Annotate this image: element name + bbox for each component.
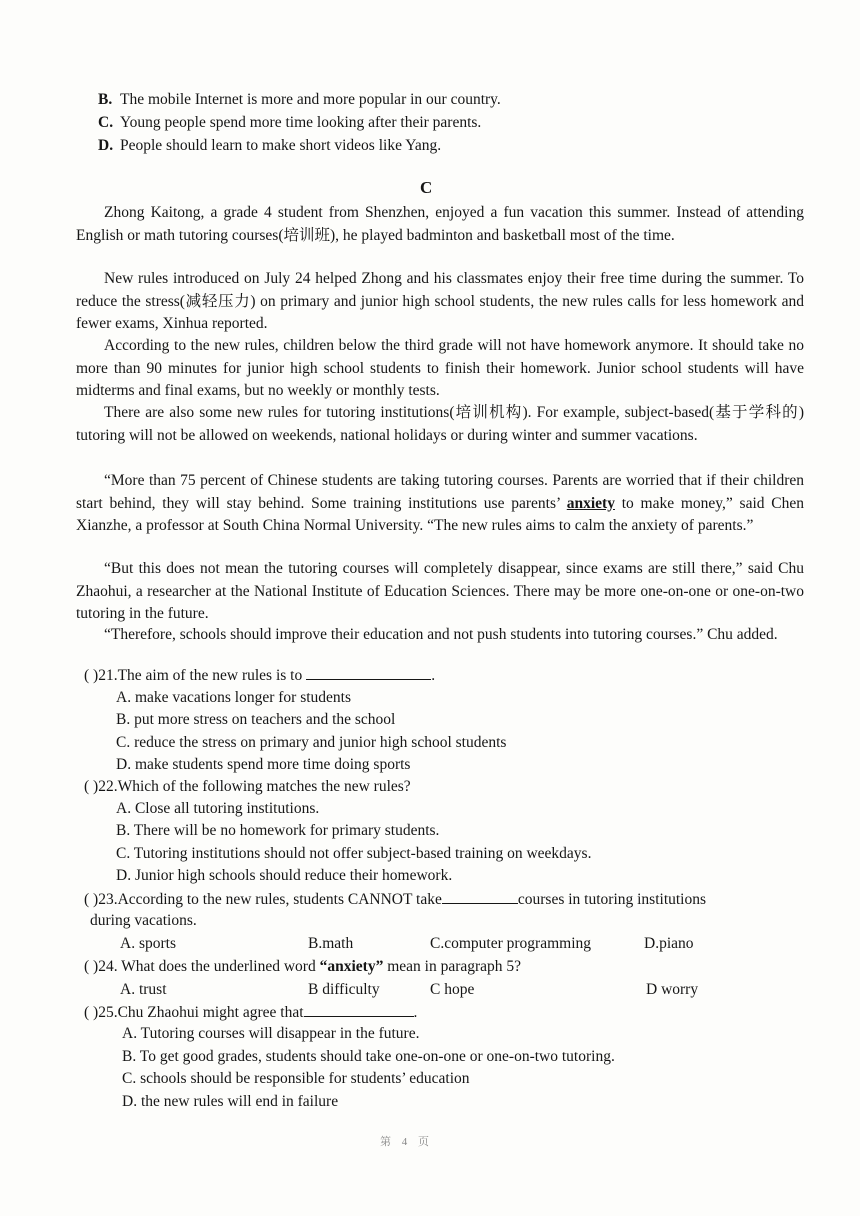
prev-option-d: D. People should learn to make short videos like Yang. (98, 137, 442, 154)
q25-option-d: D. the new rules will end in failure (122, 1093, 339, 1110)
q22-option-a: A. Close all tutoring institutions. (116, 800, 320, 817)
passage-paragraph-3: According to the new rules, children below the third grade will not have homework anymore. It should take no more than 90 minutes for junior high school students to finish their homework. Junior school students will have midterms and final exams, but no weekly or monthly tests. (76, 337, 804, 399)
q24-option-a: A. trust (120, 981, 167, 998)
answer-blank[interactable] (304, 1002, 414, 1017)
q21-option-d: D. make students spend more time doing sports (116, 756, 411, 773)
q24-option-b: B difficulty (308, 981, 380, 998)
section-title: C (420, 178, 433, 197)
q22-option-d: D. Junior high schools should reduce their homework. (116, 867, 453, 884)
passage-paragraph-4: There are also some new rules for tutoring institutions(培训机构). For example, subject-based(基于学科的) tutoring will not be allowed on weekends, national holidays or during winter and summer vacations. (76, 404, 804, 444)
question-24: ( )24. What does the underlined word “anxiety” mean in paragraph 5? (84, 958, 522, 975)
page-footer: 第 4 页 (380, 1136, 433, 1148)
prev-option-b: B. The mobile Internet is more and more popular in our country. (98, 91, 501, 108)
q21-option-c: C. reduce the stress on primary and junior high school students (116, 734, 507, 751)
q22-option-c: C. Tutoring institutions should not offer subject-based training on weekdays. (116, 845, 592, 862)
q25-option-a: A. Tutoring courses will disappear in the future. (122, 1025, 420, 1042)
question-23: ( )23.According to the new rules, students CANNOT take courses in tutoring institutions (84, 891, 707, 908)
q23-option-d: D.piano (644, 935, 694, 952)
q24-option-d: D worry (646, 981, 699, 998)
question-21: ( )21.The aim of the new rules is to . (84, 667, 436, 684)
q21-option-b: B. put more stress on teachers and the school (116, 711, 396, 728)
q22-option-b: B. There will be no homework for primary students. (116, 822, 440, 839)
answer-blank[interactable] (442, 889, 518, 904)
question-25: ( )25.Chu Zhaohui might agree that . (84, 1004, 418, 1021)
prev-option-c: C. Young people spend more time looking after their parents. (98, 114, 482, 131)
passage-paragraph-1: Zhong Kaitong, a grade 4 student from Shenzhen, enjoyed a fun vacation this summer. Instead of attending English or math tutoring courses(培训班), he played badminton and basketball most of the time. (76, 204, 804, 244)
q23-option-c: C.computer programming (430, 935, 591, 952)
q25-option-b: B. To get good grades, students should take one-on-one or one-on-two tutoring. (122, 1048, 615, 1065)
question-22: ( )22.Which of the following matches the new rules? (84, 778, 411, 795)
underlined-word-anxiety: anxiety (566, 494, 615, 512)
q23-option-b: B.math (308, 935, 354, 952)
q24-option-c: C hope (430, 981, 475, 998)
passage-paragraph-5: “More than 75 percent of Chinese students are taking tutoring courses. Parents are worried that if their children start behind, they will stay behind. Some training institutions use parents’ anxiety to make money,” said Chen Xianzhe, a professor at South China Normal University. “The new rules aims to calm the anxiety of parents.” (76, 472, 804, 534)
q23-option-a: A. sports (120, 935, 176, 952)
passage-paragraph-7: “Therefore, schools should improve their education and not push students into tutoring courses.” Chu added. (104, 626, 778, 643)
q21-option-a: A. make vacations longer for students (116, 689, 352, 706)
passage-paragraph-6: “But this does not mean the tutoring courses will completely disappear, since exams are still there,” said Chu Zhaohui, a researcher at the National Institute of Education Sciences. There may be more one-on-one or one-on-two tutoring in the future. (76, 560, 804, 622)
question-23-continued: during vacations. (90, 912, 197, 929)
answer-blank[interactable] (306, 665, 431, 680)
q25-option-c: C. schools should be responsible for students’ education (122, 1070, 470, 1087)
passage-paragraph-2: New rules introduced on July 24 helped Zhong and his classmates enjoy their free time during the summer. To reduce the stress(减轻压力) on primary and junior high school students, the new rules calls for less homework and fewer exams, Xinhua reported. (76, 270, 804, 332)
